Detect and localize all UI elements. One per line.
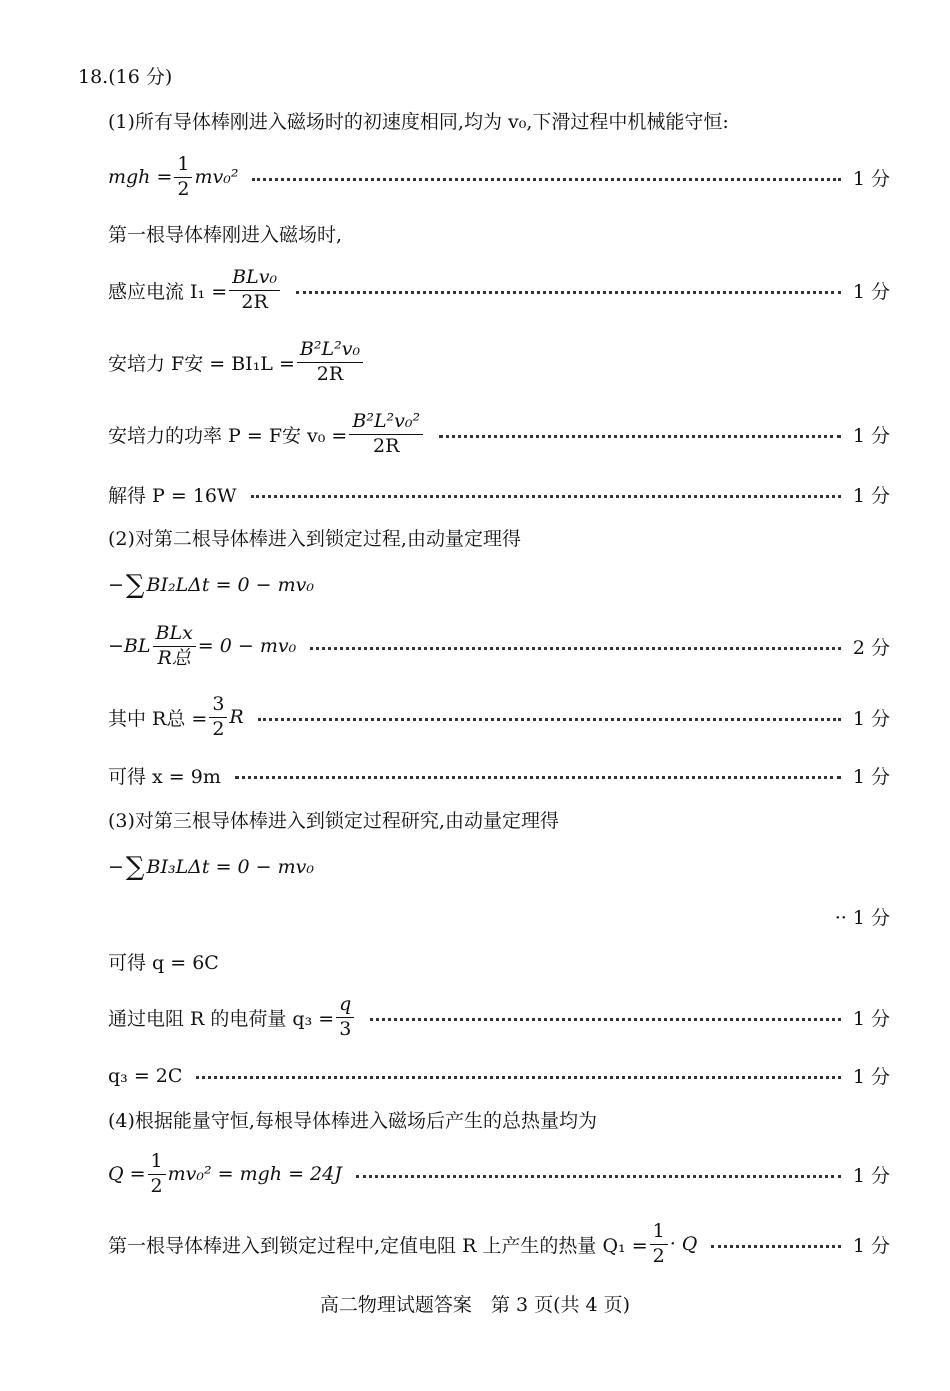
result-power: 解得 P = 16W 1 分 [108, 481, 890, 508]
result-q3: q₃ = 2C 1 分 [108, 1062, 890, 1089]
score-line [108, 903, 890, 930]
score: 1 分 [852, 1164, 890, 1187]
leader-dots [439, 435, 841, 438]
part3-intro: (3)对第三根导体棒进入到锁定过程研究,由动量定理得 [108, 810, 559, 832]
part4-intro: (4)根据能量守恒,每根导体棒进入磁场后产生的总热量均为 [108, 1110, 597, 1132]
score: 1 分 [852, 280, 890, 303]
leader-dots [196, 1076, 840, 1079]
score: 1 分 [852, 1234, 890, 1257]
score: 1 分 [852, 167, 890, 190]
result-x: 可得 x = 9m 1 分 [108, 762, 890, 789]
leader-dots [711, 1245, 840, 1248]
eq-ampere-force: 安培力 F安 = BI₁L = $\frac{\text{B²L²v₀}}{2R}$ [108, 340, 890, 385]
score: 1 分 [852, 707, 890, 730]
eq-charge: 通过电阻 R 的电荷量 q₃ = $\frac{q}{3}$ 1 分 [108, 993, 890, 1040]
leader-dots [258, 718, 841, 721]
result-q: 可得 q = 6C [108, 952, 219, 974]
score: ·· 1 分 [834, 907, 890, 929]
leader-dots [252, 178, 840, 181]
score: 1 分 [852, 1007, 890, 1030]
eq-heat-resistor: 第一根导体棒进入到锁定过程中,定值电阻 R 上产生的热量 Q₁ = $\frac{1}{2}$ · Q 1 分 [108, 1220, 890, 1267]
eq-heat-total: Q = $\frac{1}{2}$ mv₀² = mgh = 24J 1 分 [108, 1150, 890, 1197]
eq-momentum-2: − ∑ BI₂LΔt = 0 − mv₀ [108, 570, 314, 600]
leader-dots [370, 1018, 841, 1021]
eq-energy: mgh = $\frac{1}{2}$ mv₀² 1 分 [108, 153, 890, 200]
leader-dots [356, 1175, 841, 1178]
eq-power: 安培力的功率 P = F安 v₀ = $\frac{\text{B²L²v₀²}}{2R}$ 1 分 [108, 410, 890, 457]
score: 1 分 [852, 485, 890, 507]
eq-current: 感应电流 I₁ = $\frac{\text{BLv₀}}{2R}$ 1 分 [108, 266, 890, 313]
page-footer: 高二物理试题答案 第 3 页(共 4 页) [319, 1294, 631, 1316]
eq-total-resistance: 其中 R总 = $\frac{3}{2}$ R 1 分 [108, 693, 890, 740]
score: 2 分 [852, 636, 890, 659]
first-rod-text: 第一根导体棒刚进入磁场时, [108, 224, 343, 246]
leader-dots [235, 776, 841, 779]
eq-displacement: −BL $\frac{\text{BLx}}{\text{R总}}$ = 0 − mv₀ 2 分 [108, 622, 890, 669]
score: 1 分 [852, 766, 890, 788]
leader-dots [251, 495, 841, 498]
leader-dots [296, 291, 841, 294]
part1-intro: (1)所有导体棒刚进入磁场时的初速度相同,均为 v₀,下滑过程中机械能守恒: [108, 111, 729, 133]
question-number: 18.(16 分) [78, 66, 173, 88]
score: 1 分 [852, 1066, 890, 1088]
part2-intro: (2)对第二根导体棒进入到锁定过程,由动量定理得 [108, 528, 521, 550]
eq-momentum-3: − ∑ BI₃LΔt = 0 − mv₀ [108, 852, 314, 882]
leader-dots [310, 647, 841, 650]
score: 1 分 [852, 424, 890, 447]
